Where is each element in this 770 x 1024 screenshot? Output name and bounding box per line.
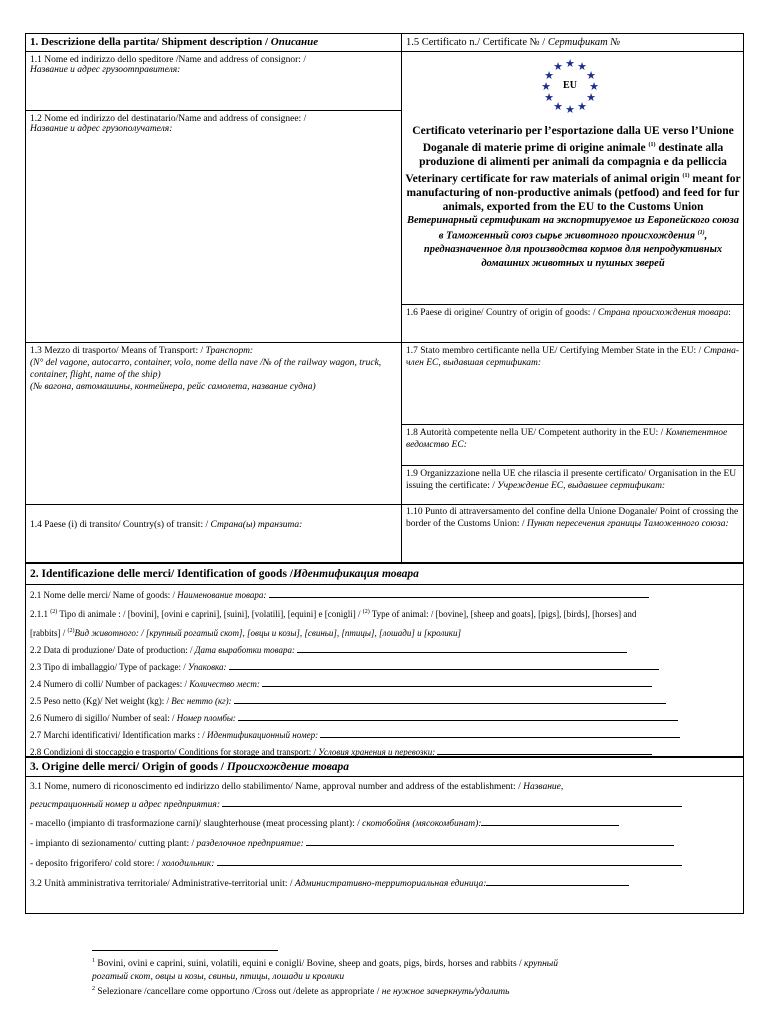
- footnotes: [92, 955, 712, 999]
- svg-text:★: ★: [565, 103, 575, 116]
- identification-marks-field[interactable]: 2.7 Marchi identificativi/ Identification marks : / Идентификационный номер:: [30, 727, 740, 744]
- storage-conditions-field[interactable]: 2.8 Condizioni di stoccaggio e trasporto/ Conditions for storage and transport: / Условия хранения и перевозки:: [30, 744, 740, 761]
- svg-text:★: ★: [544, 91, 554, 104]
- package-type-field[interactable]: 2.3 Tipo di imballaggio/ Type of package: / Упаковка:: [30, 659, 740, 676]
- column-divider: [401, 33, 402, 563]
- animal-type-field-ru[interactable]: [rabbits] / $^{(2)}$Вид животного: / [крупный рогатый скот], [овцы и козы], [свиньи], [птицы], [лошади] и [кролики]: [30, 628, 461, 638]
- border-crossing-field[interactable]: 1.10 Punto di attraversamento del confine della Unione Doganale/ Point of crossing the border of the Customs Union: / Пункт пересечения границы Таможенного союза:: [406, 507, 739, 529]
- footnote-1-ru: рогатый скот, овцы и козы, свиньи, птицы, лошади и кролики: [92, 971, 345, 982]
- packages-count-field[interactable]: 2.4 Numero di colli/ Number of packages: / Количество мест:: [30, 676, 740, 693]
- svg-text:★: ★: [586, 69, 596, 82]
- svg-text:★: ★: [541, 80, 551, 93]
- svg-text:★: ★: [544, 69, 554, 82]
- svg-text:★: ★: [577, 100, 587, 113]
- country-of-origin-field[interactable]: 1.6 Paese di origine/ Country of origin of goods: / Страна происхождения товара:: [406, 308, 731, 318]
- svg-text:★: ★: [577, 60, 587, 73]
- net-weight-field[interactable]: 2.5 Peso netto (Kg)/ Net weight (kg): / Вес нетто (кг):: [30, 693, 740, 710]
- organisation-divider: [401, 465, 744, 466]
- eu-label: EU: [563, 80, 577, 91]
- consignee-field[interactable]: 1.2 Nome ed indirizzo del destinatario/Name and address of consignee: / Название и адрес грузополучателя:: [30, 114, 307, 134]
- establishment-field[interactable]: 3.1 Nome, numero di riconoscimento ed indirizzo dello stabilimento/ Name, approval number and address of the establishment: / Название,: [30, 782, 564, 792]
- transit-countries-field[interactable]: 1.4 Paese (i) di transito/ Country(s) of transit: / Страна(ы) транзита:: [30, 520, 303, 530]
- section2-title: 2. Identificazione delle merci/ Identification of goods /Идентификация товара: [30, 568, 419, 580]
- admin-unit-field[interactable]: 3.2 Unità amministrativa territoriale/ Administrative-territorial unit: / Административно-территориальная единица:: [30, 874, 740, 894]
- svg-text:★: ★: [553, 60, 563, 73]
- certifying-member-state-field[interactable]: 1.7 Stato membro certificante nella UE/ Certifying Member State in the EU: / Страна-член ЕС, выдавшая сертификат:: [406, 346, 740, 368]
- establishment-field-ru[interactable]: регистрационный номер и адрес предприятия:: [30, 796, 740, 814]
- footnote-2: $^2$ Selezionare /cancellare come opportuno /Cross out /delete as appropriate / не нужное зачеркнуть/удалить: [92, 986, 510, 998]
- svg-text:★: ★: [586, 91, 596, 104]
- cold-store-field[interactable]: - deposito frigorifero/ cold store: / холодильник:: [30, 854, 740, 874]
- consignor-divider: [25, 110, 402, 111]
- section2-title-divider: [25, 584, 744, 585]
- issuing-organisation-field[interactable]: 1.9 Organizzazione nella UE che rilascia il presente certificato/ Organisation in the EU issuing the certificate: / Учреждение ЕС, выдавшее сертификат:: [406, 469, 737, 491]
- transport-row-divider: [25, 342, 744, 343]
- svg-text:★: ★: [553, 100, 563, 113]
- consignor-field[interactable]: 1.1 Nome ed indirizzo dello speditore /Name and address of consignor: / Название и адрес грузоотправителя:: [30, 55, 306, 75]
- competent-authority-field[interactable]: 1.8 Autorità competente nella UE/ Competent authority in the EU: / Компетентное ведомство ЕС:: [406, 428, 728, 450]
- footnote-1: $^1$ Bovini, ovini e caprini, suini, volatili, equini e conigli/ Bovine, sheep and goats, pigs, birds, horses and rabbits / крупный: [92, 958, 558, 970]
- svg-text:★: ★: [589, 80, 599, 93]
- means-of-transport-field[interactable]: 1.3 Mezzo di trasporto/ Means of Transport: / Транспорт: (N° del vagone, autocarro, container, volo, nome della nave /№ of the railway wagon, truck, container, flight, name of the ship) (№ вагона, автомашины, контейнера, рейс самолета, название судна): [30, 346, 382, 392]
- footnote-rule: [92, 950, 278, 951]
- section3-fields: [30, 778, 740, 894]
- section2-fields: [30, 587, 740, 761]
- svg-text:★: ★: [565, 57, 575, 70]
- certificate-number-label: 1.5 Certificato n./ Certificate № / Сертификат №: [406, 37, 621, 48]
- cutting-plant-field[interactable]: - impianto di sezionamento/ cutting plant: / разделочное предприятие:: [30, 834, 740, 854]
- origin-divider: [401, 304, 744, 305]
- header-row-divider: [25, 51, 744, 52]
- section3-title-divider: [25, 776, 744, 777]
- authority-divider: [401, 424, 744, 425]
- production-date-field[interactable]: 2.2 Data di produzione/ Date of production: / Дата выработки товара:: [30, 642, 740, 659]
- seal-number-field[interactable]: 2.6 Numero di sigillo/ Number of seal: / Номер пломбы:: [30, 710, 740, 727]
- section1-title: 1. Descrizione della partita/ Shipment description / Описание: [30, 36, 319, 48]
- goods-name-field[interactable]: 2.1 Nome delle merci/ Name of goods: / Наименование товара:: [30, 587, 740, 604]
- animal-type-field[interactable]: 2.1.1 $^{(2)}$ Tipo di animale : / [bovini], [ovini e caprini], [suini], [volatili], [equini] e [conigli] / $^{(2)}$ Type of animal: / [bovine], [sheep and goats], [pigs], [birds], [horses] and: [30, 609, 637, 619]
- section3-title: 3. Origine delle merci/ Origin of goods / Происхождение товара: [30, 761, 349, 773]
- slaughterhouse-field[interactable]: - macello (impianto di trasformazione carni)/ slaughterhouse (meat processing plant): / скотобойня (мясокомбинат):: [30, 814, 740, 834]
- certificate-title: Certificato veterinario per l’esportazione dalla UE verso l’Unione Doganale di materie prime di origine animale $^{(1)}$ destinate alla produzione di alimenti per animali da compagnia e da pelliccia Veterinary certificate for raw materials of animal origin $^{(1)}$ meant for manufacturing of non-productive animals (petfood) and feed for fur animals, exported from the EU to the Customs Union Ветеринарный сертификат на экспортируемое из Европейского союза в Таможенный союз сырье животного происхождения $^{(1)}$, предназначенное для производства кормов для непродуктивных домашних животных и пушных зверей: [405, 125, 741, 269]
- transit-row-divider: [25, 504, 744, 505]
